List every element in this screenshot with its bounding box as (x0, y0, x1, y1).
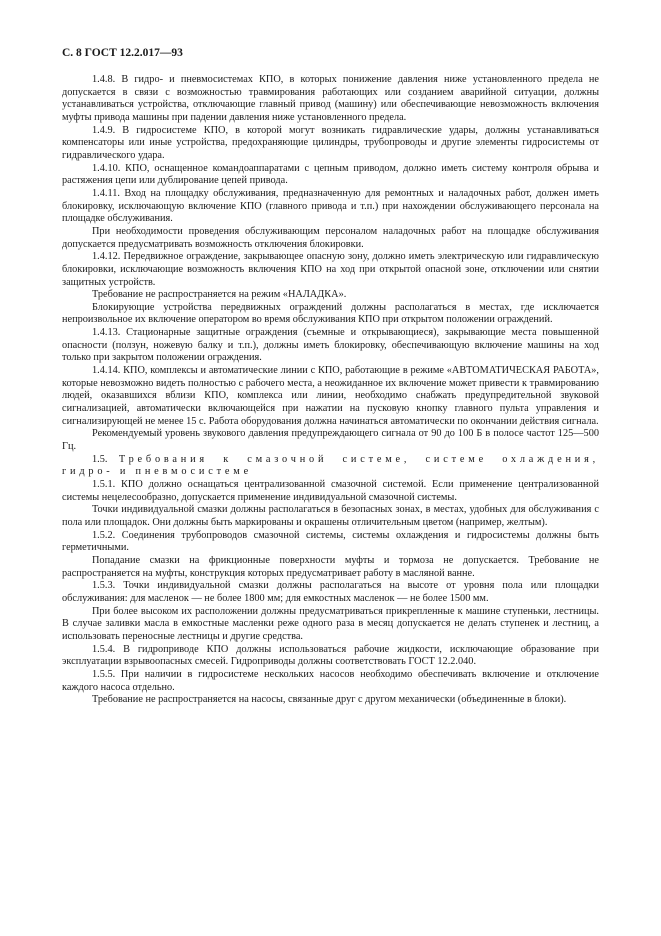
paragraph: 1.5.5. При наличии в гидросистеме нескольких насосов необходимо обеспечивать включение и отключение каждого насоса отдельно. (62, 668, 599, 693)
paragraph: Требование не распространяется на режим «НАЛАДКА». (92, 289, 347, 301)
paragraph: 1.4.14. КПО, комплексы и автоматические линии с КПО, работающие в режиме «АВТОМАТИЧЕСКАЯ РАБОТА», которые невозможно видеть полностью с рабочего места, а неожиданное их включение может привести к травмированию людей, оказавшихся вблизи КПО, комплекса или линии, необходимо снабжать предупредительной звуковой сигнализацией, автоматически включающейся при нажатии на пусковую кнопку главного пульта управления и сигнализирующей не менее 15 с. Работа оборудования должна начинаться автоматически по окончании действия сигнала. (62, 365, 599, 427)
paragraph: Рекомендуемый уровень звукового давления предупреждающего сигнала от 90 до 100 Б в полосе частот 125—500 Гц. (62, 428, 599, 453)
paragraph: 1.4.10. КПО, оснащенное командоаппаратами с цепным приводом, должно иметь систему контроля обрыва и растяжения цепи или дублирование цепей привода. (62, 162, 599, 187)
paragraph: 1.4.8. В гидро- и пневмосистемах КПО, в которых понижение давления ниже установленного предела не допускается в связи с возможностью травмирования работающих или созданием аварийной ситуации, должны устанавливаться устройства, отключающие главный привод (машину) или обеспечивающие невозможность включения муфты привода машины при падении давления ниже установленного предела. (62, 74, 599, 123)
paragraph: 1.5.3. Точки индивидуальной смазки должны располагаться на высоте от уровня пола или площадки обслуживания: для масленок — не более 1800 мм; для емкостных масленок — не более 1500 мм. (62, 580, 599, 604)
paragraph: 1.4.13. Стационарные защитные ограждения (съемные и открывающиеся), закрывающие места повышенной опасности (ползун, ножевую балку и т.п.), должны иметь блокировку, обеспечивающую включение машины на ход только при закрытом положении ограждения. (62, 327, 599, 364)
paragraph: 1.5.1. КПО должно оснащаться централизованной смазочной системой. Если применение централизованной системы нецелесообразно, допускается применение индивидуальной смазочной системы. (62, 479, 599, 503)
paragraph: При необходимости проведения обслуживающим персоналом наладочных работ на площадке обслуживания допускается предусматривать возможность отключения блокировки. (62, 225, 599, 250)
paragraph: При более высоком их расположении должны предусматриваться прикрепленные к машине ступеньки, лестницы. В случае заливки масла в емкостные масленки реже одного раза в месяц допускается не делать ступенек и лестниц, а использовать переносные лестницы и другие средства. (62, 605, 599, 642)
paragraph: 1.5.4. В гидроприводе КПО должны использоваться рабочие жидкости, исключающие образование при эксплуатации взрывоопасных смесей. Гидроприводы должны соответствовать ГОСТ 12.2.040. (62, 643, 599, 668)
paragraph: Требование не распространяется на насосы, связанные друг с другом механически (объединенные в блоки). (92, 694, 567, 706)
section-heading (62, 454, 599, 479)
paragraph: 1.4.11. Вход на площадку обслуживания, предназначенную для ремонтных и наладочных работ, должен иметь блокировку, исключающую включение КПО (главного привода и т.п.) при нахождении обслуживающего персонала на площадке обслуживания. (62, 187, 599, 225)
paragraph: Попадание смазки на фрикционные поверхности муфты и тормоза не допускается. Требование не распространяется на муфты, конструкция которых предусматривает работу в масляной ванне. (62, 554, 599, 579)
page-header: С. 8 ГОСТ 12.2.017—93 (62, 47, 183, 59)
paragraph: 1.4.12. Передвижное ограждение, закрывающее опасную зону, должно иметь электрическую или гидравлическую блокировки, исключающие возможность включения КПО на ход при открытой опасной зоне, отключении или снятии защитных устройств. (62, 251, 599, 288)
document-body (62, 74, 599, 707)
paragraph: Точки индивидуальной смазки должны располагаться в безопасных зонах, в местах, удобных для обслуживания с пола или площадок. Они должны быть маркированы и окрашены отличительным цветом (например, желтым). (62, 504, 599, 528)
section-number: 1.5. (92, 453, 108, 465)
section-title: Требования к смазочной системе, системе охлаждения, гидро- и пневмосистеме (62, 453, 600, 478)
paragraph: 1.4.9. В гидросистеме КПО, в которой могут возникать гидравлические удары, должны устанавливаться компенсаторы или иные устройства, предохраняющие цилиндры, трубопроводы и другие элементы гидросистемы от гидравлического удара. (62, 124, 599, 161)
paragraph: Блокирующие устройства передвижных ограждений должны располагаться в местах, где исключается непроизвольное их включение оператором во время обслуживания КПО при открытом положении ограждений. (62, 301, 599, 326)
paragraph: 1.5.2. Соединения трубопроводов смазочной системы, системы охлаждения и гидросистемы должны быть герметичными. (62, 529, 599, 554)
